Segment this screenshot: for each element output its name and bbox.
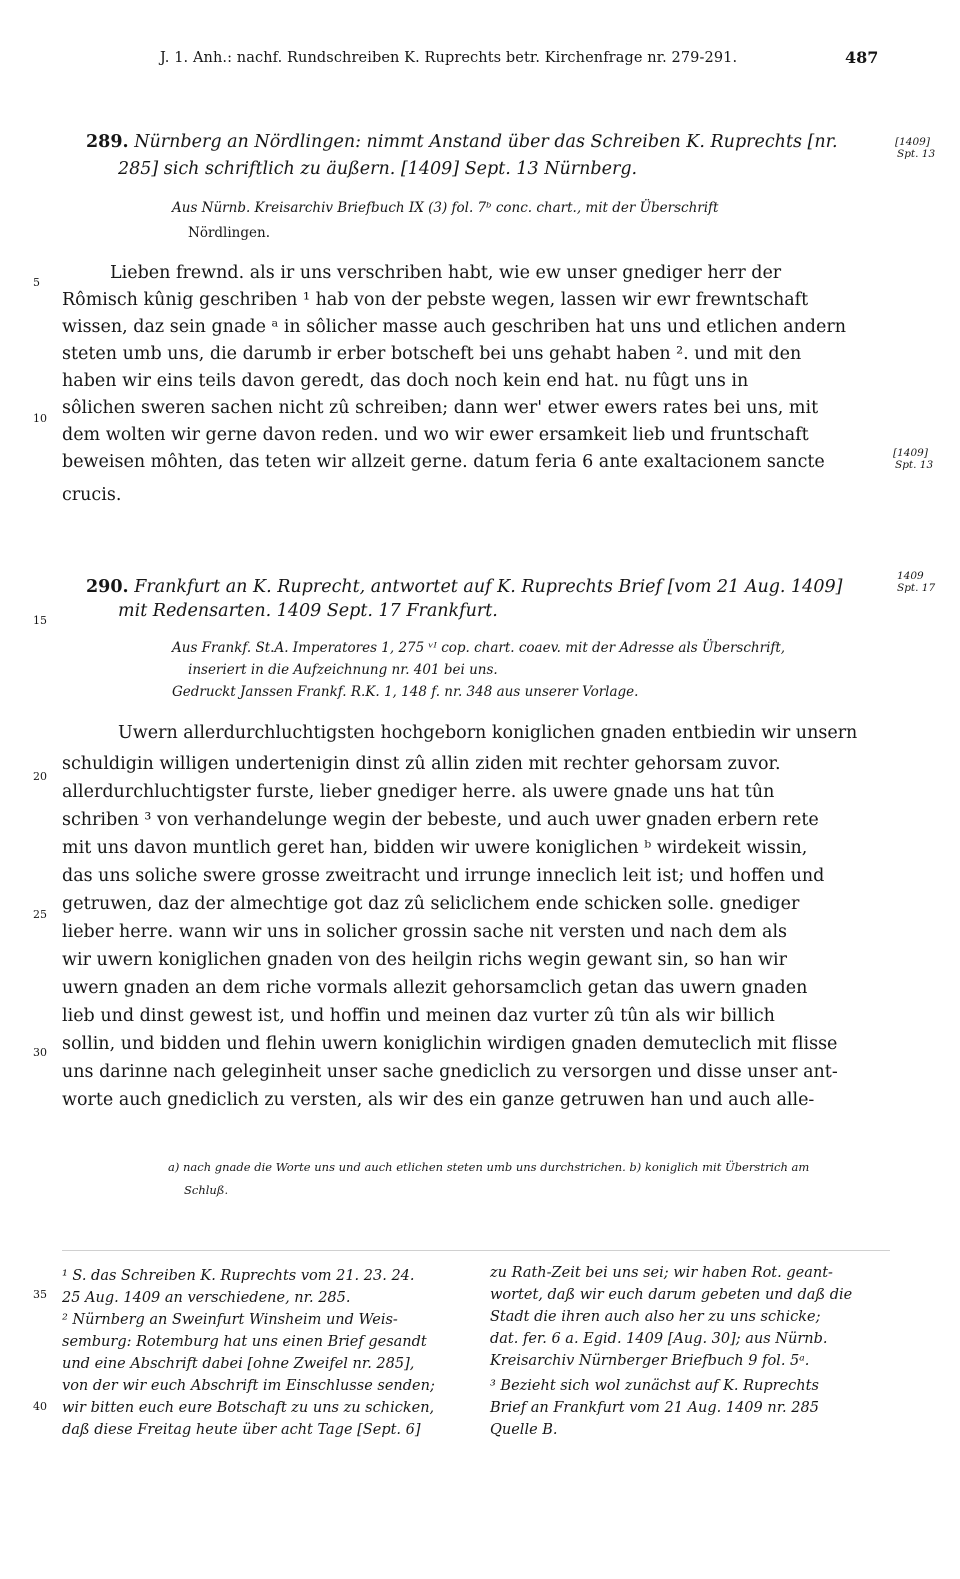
variant-note-line-1: a) nach gnade die Worte uns und auch etlichen steten umb uns durchstrichen. b) koniglich mit Überstrich am	[168, 1160, 810, 1174]
entry-290-source-line-2: inseriert in die Aufzeichnung nr. 401 bei uns.	[188, 662, 498, 678]
footnote-right-line: Stadt die ihren auch also her zu uns schicke;	[490, 1309, 821, 1325]
margin-date-day: Spt. 13	[897, 148, 936, 160]
entry-289-text-line: Lieben frewnd. als ir uns verschriben habt, wie ew unser gnediger herr der	[110, 263, 782, 283]
footnote-left-line: wir bitten euch eure Botschaft zu uns zu schicken,	[62, 1400, 435, 1416]
entry-290-text-line: schuldigin willigen undertenigin dinst zû allin ziden mit rechter gehorsam zuvor.	[62, 754, 781, 774]
entry-290-text-line: uns darinne nach geleginheit unser sache gnediclich zu versorgen und disse unser ant-	[62, 1062, 838, 1082]
running-header: J. 1. Anh.: nachf. Rundschreiben K. Ruprechts betr. Kirchenfrage nr. 279-291.	[160, 50, 738, 66]
line-number: 10	[33, 412, 47, 425]
entry-289-text-line: wissen, daz sein gnade ᵃ in sôlicher masse auch geschriben hat uns und etlichen andern	[62, 317, 846, 337]
footnote-left-line: 25 Aug. 1409 an verschiedene, nr. 285.	[62, 1290, 351, 1306]
entry-290-title-line-1	[86, 577, 842, 597]
variant-note-line-2: Schluß.	[184, 1183, 229, 1197]
entry-290-title-text: Frankfurt an K. Ruprecht, antwortet auf K. Ruprechts Brief [vom 21 Aug. 1409]	[134, 577, 843, 597]
margin-date-day: Spt. 13	[895, 459, 934, 471]
page-number: 487	[845, 48, 879, 67]
entry-290-text-line: sollin, und bidden und flehin uwern koniglichin wirdigen gnaden demuteclich mit flisse	[62, 1034, 838, 1054]
entry-290-text-line: wir uwern koniglichen gnaden von des heilgin richs wegin gewant sin, so han wir	[62, 950, 788, 970]
entry-289-text-line: Rômisch kûnig geschriben ¹ hab von der pebste wegen, lassen wir ewr frewntschaft	[62, 290, 809, 310]
footnote-left-line: ¹ S. das Schreiben K. Ruprechts vom 21. 23. 24.	[62, 1268, 415, 1284]
entry-289-text-line: sôlichen sweren sachen nicht zû schreiben; dann wer' etwer ewers rates bei uns, mit	[62, 398, 819, 418]
entry-290-text-line: lieb und dinst gewest ist, und hoffin und meinen daz vurter zû tûn als wir billich	[62, 1006, 775, 1026]
footnote-right-line: zu Rath-Zeit bei uns sei; wir haben Rot. geant-	[490, 1265, 833, 1281]
entry-289-title-text: Nürnberg an Nördlingen: nimmt Anstand über das Schreiben K. Ruprechts [nr.	[134, 132, 838, 152]
entry-289-text-line: haben wir eins teils davon geredt, das doch noch kein end hat. nu fûgt uns in	[62, 371, 749, 391]
footnote-right-line: dat. fer. 6 a. Egid. 1409 [Aug. 30]; aus Nürnb.	[490, 1331, 828, 1347]
footnote-right-line: ³ Bezieht sich wol zunächst auf K. Ruprechts	[490, 1378, 819, 1394]
footnote-separator	[62, 1250, 890, 1251]
entry-289-title-line-2: 285] sich schriftlich zu äußern. [1409] Sept. 13 Nürnberg.	[118, 159, 638, 179]
entry-290-text-line: lieber herre. wann wir uns in solicher grossin sache nit versten und nach dem als	[62, 922, 788, 942]
line-number: 35	[33, 1288, 47, 1301]
entry-289-margin-date	[895, 136, 935, 160]
entry-289-title-line-1	[86, 132, 838, 152]
margin-date-year: [1409]	[895, 136, 930, 148]
entry-290-text-line: das uns soliche swere grosse zweitracht und irrunge inneclich leit ist; und hoffen und	[62, 866, 825, 886]
footnote-left-line: ² Nürnberg an Sweinfurt Winsheim und Weis-	[62, 1312, 398, 1328]
entry-289-margin-date-2	[893, 447, 933, 471]
margin-date-year: 1409	[897, 570, 924, 582]
line-number: 40	[33, 1400, 47, 1413]
entry-289-text-line: beweisen môhten, das teten wir allzeit gerne. datum feria 6 ante exaltacionem sancte	[62, 452, 825, 472]
margin-date-day: Spt. 17	[897, 582, 936, 594]
line-number: 20	[33, 770, 47, 783]
entry-289-text-line: steten umb uns, die darumb ir erber botscheft bei uns gehabt haben ². und mit den	[62, 344, 802, 364]
entry-289-text-line: dem wolten wir gerne davon reden. und wo wir ewer ersamkeit lieb und fruntschaft	[62, 425, 809, 445]
entry-290-margin-date	[897, 570, 935, 594]
entry-290-title-line-2: mit Redensarten. 1409 Sept. 17 Frankfurt.	[118, 601, 498, 621]
entry-290-number: 290.	[86, 577, 129, 597]
entry-290-text-line: schriben ³ von verhandelunge wegin der bebeste, und auch uwer gnaden erbern rete	[62, 810, 819, 830]
entry-290-text-line: mit uns davon muntlich geret han, bidden wir uwere koniglichen ᵇ wirdekeit wissin,	[62, 838, 808, 858]
footnote-left-line: und eine Abschrift dabei [ohne Zweifel nr. 285],	[62, 1356, 415, 1372]
entry-290-text-line: Uwern allerdurchluchtigsten hochgeborn koniglichen gnaden entbiedin wir unsern	[118, 723, 858, 743]
entry-290-text-line: getruwen, daz der almechtige got daz zû seliclichem ende schicken solle. gnediger	[62, 894, 800, 914]
footnote-right-line: Quelle B.	[490, 1422, 558, 1438]
entry-289-source-line-2: Nördlingen.	[188, 225, 270, 241]
entry-290-source-line-3: Gedruckt Janssen Frankf. R.K. 1, 148 f. nr. 348 aus unserer Vorlage.	[172, 684, 639, 700]
footnote-left-line: daß diese Freitag heute über acht Tage [Sept. 6]	[62, 1422, 421, 1438]
footnote-right-line: Kreisarchiv Nürnberger Briefbuch 9 fol. 5ᵃ.	[490, 1353, 810, 1369]
footnote-left-line: von der wir euch Abschrift im Einschlusse senden;	[62, 1378, 435, 1394]
entry-289-number: 289.	[86, 132, 129, 152]
entry-289-text-line: crucis.	[62, 485, 122, 505]
line-number: 30	[33, 1046, 47, 1059]
footnote-right-line: wortet, daß wir euch darum gebeten und daß die	[490, 1287, 853, 1303]
entry-290-source-line-1: Aus Frankf. St.A. Imperatores 1, 275 ᵛᴵ cop. chart. coaev. mit der Adresse als Überschrift,	[172, 640, 786, 656]
margin-date-year: [1409]	[893, 447, 928, 459]
line-number: 15	[33, 614, 47, 627]
footnote-left-line: semburg: Rotemburg hat uns einen Brief gesandt	[62, 1334, 427, 1350]
footnote-right-line: Brief an Frankfurt vom 21 Aug. 1409 nr. 285	[490, 1400, 819, 1416]
line-number: 5	[33, 276, 40, 289]
entry-289-source-line-1: Aus Nürnb. Kreisarchiv Briefbuch IX (3) fol. 7ᵇ conc. chart., mit der Überschrift	[172, 200, 719, 216]
entry-290-text-line: worte auch gnediclich zu versten, als wir des ein ganze getruwen han und auch alle-	[62, 1090, 815, 1110]
line-number: 25	[33, 908, 47, 921]
entry-290-text-line: uwern gnaden an dem riche vormals allezit gehorsamclich getan das uwern gnaden	[62, 978, 808, 998]
entry-290-text-line: allerdurchluchtigster furste, lieber gnediger herre. als uwere gnade uns hat tûn	[62, 782, 775, 802]
